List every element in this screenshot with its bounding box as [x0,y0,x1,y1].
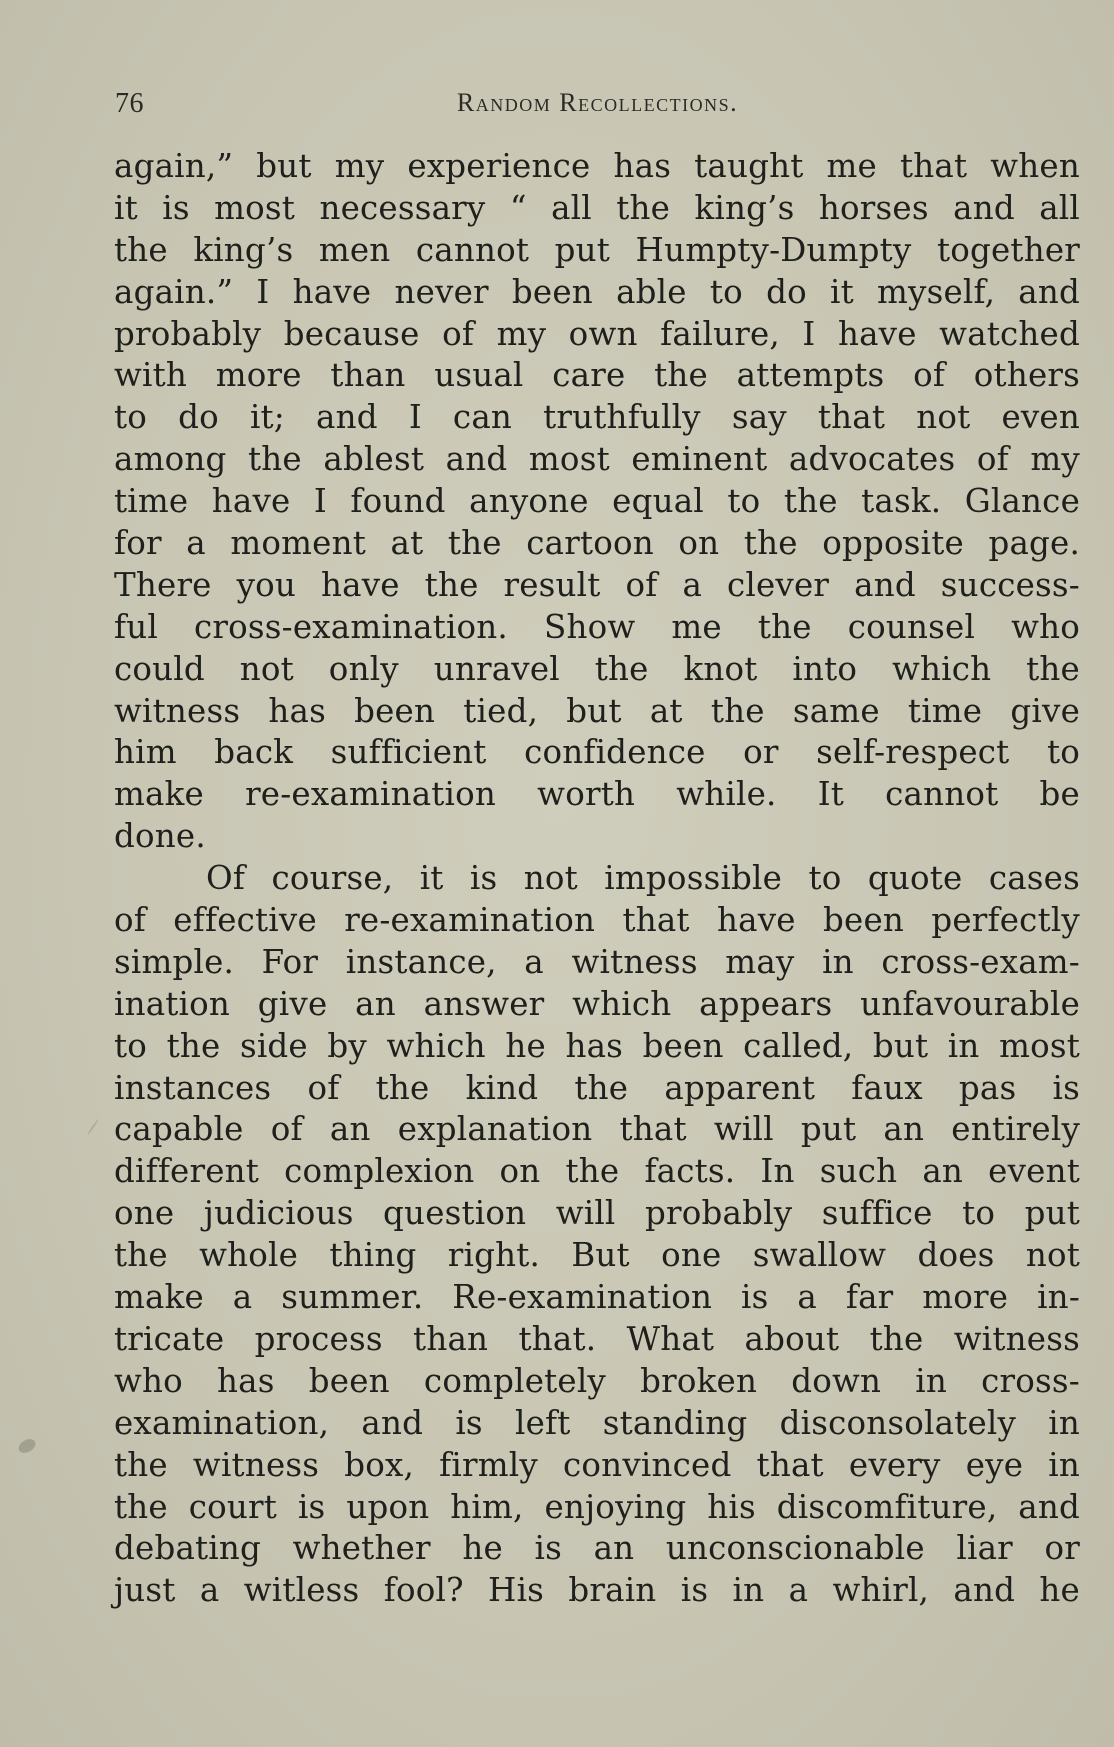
text-line: the court is upon him, enjoying his discomfiture, and [114,1487,1080,1526]
running-head [115,88,1080,128]
text-line: to the side by which he has been called, but in most [114,1026,1080,1065]
text-line: There you have the result of a clever and success- [114,565,1080,604]
text-line: just a witless fool? His brain is in a whirl, and he [114,1571,1080,1610]
text-line: for a moment at the cartoon on the opposite page. [114,524,1080,563]
text-line: witness has been tied, but at the same time give [114,691,1080,730]
text-line: debating whether he is an unconscionable liar or [114,1529,1080,1568]
text-line: one judicious question will probably suffice to put [114,1194,1080,1233]
text-line: the whole thing right. But one swallow does not [114,1236,1080,1275]
text-line: tricate process than that. What about the witness [114,1319,1080,1358]
text-line: again,” but my experience has taught me that when [114,147,1080,185]
text-line: time have I found anyone equal to the task. Glance [114,482,1080,521]
text-line: make a summer. Re-examination is a far more in- [114,1278,1080,1317]
text-line: again.” I have never been able to do it myself, and [114,272,1080,311]
page-number: 76 [115,88,144,119]
paragraph-end-line: done. [114,817,206,856]
text-line: among the ablest and most eminent advocates of my [114,440,1080,479]
body-text [114,146,1080,1612]
text-line: ination give an answer which appears unfavourable [114,984,1080,1023]
text-line: it is most necessary “ all the king’s horses and all [114,188,1080,227]
text-line: to do it; and I can truthfully say that not even [114,398,1080,437]
text-line: the witness box, firmly convinced that every eye in [114,1445,1080,1484]
text-line: different complexion on the facts. In such an event [114,1152,1080,1191]
text-line: instances of the kind the apparent faux pas is [114,1068,1080,1107]
text-line: with more than usual care the attempts of others [114,356,1080,395]
text-line: of effective re-examination that have been perfectly [114,901,1080,940]
text-line: could not only unravel the knot into which the [114,649,1080,688]
text-line: him back sufficient confidence or self-respect to [114,733,1080,772]
paper-blemish [16,1436,38,1455]
running-title: Random Recollections. [456,88,739,117]
text-line: capable of an explanation that will put an entirely [114,1110,1080,1149]
text-line: make re-examination worth while. It cannot be [114,775,1080,814]
text-line: examination, and is left standing disconsolately in [114,1403,1080,1442]
text-line: simple. For instance, a witness may in cross-exam- [114,942,1080,981]
paper-blemish [87,1119,99,1135]
text-line: ful cross-examination. Show me the counsel who [114,607,1080,646]
text-line: probably because of my own failure, I have watched [114,314,1080,353]
text-line: the king’s men cannot put Humpty-Dumpty together [114,230,1080,269]
paragraph-start-line: Of course, it is not impossible to quote cases [206,859,1080,898]
text-line: who has been completely broken down in cross- [114,1361,1080,1400]
